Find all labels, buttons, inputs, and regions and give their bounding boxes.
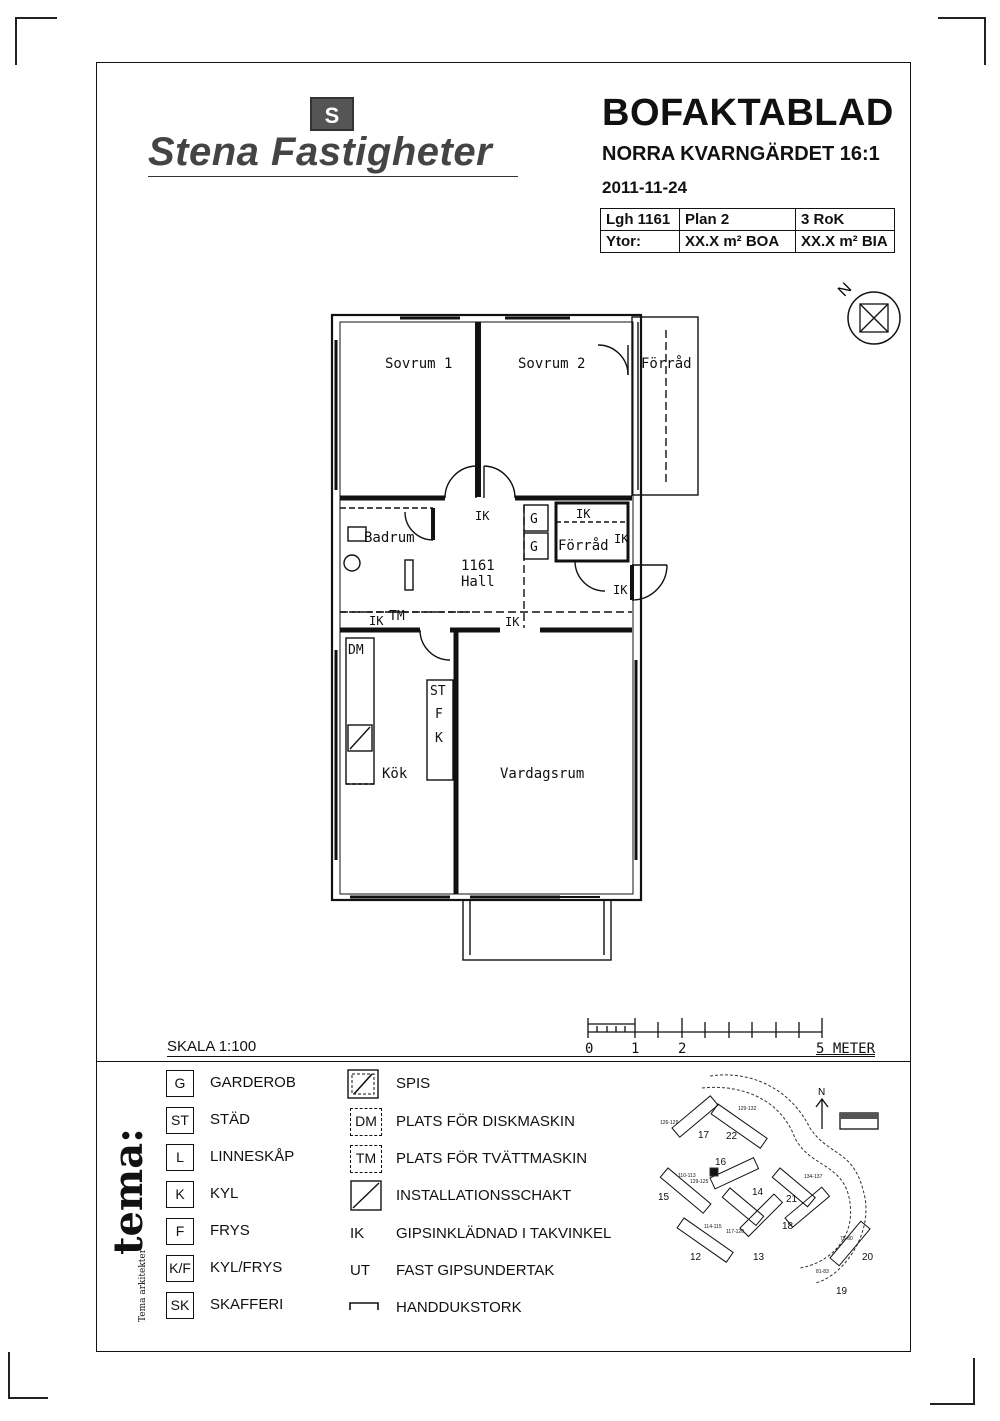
mark-ik-living: IK — [505, 615, 520, 629]
site-building-14: 14 — [752, 1187, 764, 1198]
legend-code-f: F — [166, 1218, 194, 1245]
legend-code-ut: UT — [350, 1262, 370, 1279]
legend-text-tvattmaskin: PLATS FÖR TVÄTTMASKIN — [396, 1150, 588, 1167]
architect-name: Tema arkitekter — [138, 1248, 148, 1322]
legend-text-gipsinkladnad: GIPSINKLÄDNAD I TAKVINKEL — [396, 1225, 612, 1242]
balcony-outline — [463, 900, 611, 960]
site-building-15: 15 — [658, 1192, 670, 1203]
info-rooms: 3 RoK — [796, 209, 895, 231]
scale-underline — [167, 1056, 875, 1057]
site-label-129-132: 129-132 — [738, 1106, 757, 1112]
mark-g-2: G — [530, 540, 538, 555]
room-label-badrum: Badrum — [364, 530, 415, 546]
scale-bar — [580, 1012, 840, 1042]
mark-ik-entrance: IK — [613, 583, 628, 597]
scale-label: SKALA 1:100 — [167, 1038, 257, 1055]
site-north-arrow-icon — [810, 1085, 890, 1135]
legend-text-linneskap: LINNESKÅP — [210, 1148, 295, 1165]
scale-tick-1: 1 — [631, 1041, 640, 1057]
architect-logo: tema: — [105, 1128, 152, 1255]
legend-code-tm: TM — [350, 1145, 382, 1173]
installationsschakt-icon — [350, 1180, 384, 1212]
site-label-117-120: 117-120 — [726, 1229, 744, 1235]
legend-text-gipsundertak: FAST GIPSUNDERTAK — [396, 1262, 555, 1279]
legend-code-dm: DM — [350, 1108, 382, 1136]
room-label-forrad-hall: Förråd — [558, 538, 609, 554]
legend-text-kylfrys: KYL/FRYS — [210, 1259, 283, 1276]
legend-text-garderob: GARDEROB — [210, 1074, 296, 1091]
mark-ik-bath: IK — [369, 614, 384, 628]
document-title: BOFAKTABLAD — [602, 92, 894, 134]
site-building-16: 16 — [715, 1157, 727, 1168]
legend-text-handdukstork: HANDDUKSTORK — [396, 1299, 522, 1316]
site-label-81-83: 81-83 — [816, 1269, 829, 1275]
site-label-134-137: 134-137 — [804, 1174, 823, 1180]
site-building-22: 22 — [726, 1131, 738, 1142]
handdukstork-icon — [348, 1300, 382, 1312]
mark-g-1: G — [530, 512, 538, 527]
info-plan: Plan 2 — [680, 209, 796, 231]
stena-logo-icon: S — [310, 97, 354, 131]
outer-wall — [332, 315, 641, 900]
site-label-114-115: 114-115 — [704, 1224, 722, 1230]
legend-text-diskmaskin: PLATS FÖR DISKMASKIN — [396, 1113, 575, 1130]
site-label-110-113: 110-113 — [678, 1173, 696, 1179]
spis-icon — [346, 1068, 382, 1100]
room-label-hall-number: 1161 — [461, 558, 495, 574]
info-bia: XX.X m² BIA — [796, 231, 895, 253]
legend-text-installationsschakt: INSTALLATIONSSCHAKT — [396, 1187, 572, 1204]
site-building-20: 20 — [862, 1252, 874, 1263]
room-label-hall: Hall — [461, 574, 495, 590]
scale-tick-0: 0 — [585, 1041, 594, 1057]
mark-k: K — [435, 731, 443, 746]
site-building-17: 17 — [698, 1130, 710, 1141]
room-label-sovrum2: Sovrum 2 — [518, 356, 586, 372]
site-building-18: 18 — [782, 1221, 794, 1232]
site-building-19: 19 — [836, 1286, 848, 1297]
company-name: Stena Fastigheter — [148, 130, 493, 174]
document-date: 2011-11-24 — [602, 178, 688, 197]
legend-text-stad: STÄD — [210, 1111, 251, 1128]
room-label-forrad-balcony: Förråd — [641, 356, 692, 372]
scale-tick-5-meter: 5 METER — [816, 1041, 876, 1057]
legend-code-st: ST — [166, 1107, 194, 1134]
compass-north-label: N — [835, 279, 856, 301]
site-building-21: 21 — [786, 1194, 798, 1205]
mark-f: F — [435, 707, 443, 722]
mark-ik-forrad-side: IK — [614, 532, 629, 546]
site-label-129-125: 129-125 — [690, 1179, 709, 1185]
mark-ik-forrad: IK — [576, 507, 591, 521]
site-building-12: 12 — [690, 1252, 702, 1263]
site-label-78-80: 78-80 — [840, 1236, 853, 1242]
info-boa: XX.X m² BOA — [680, 231, 796, 253]
legend-text-frys: FRYS — [210, 1222, 250, 1239]
legend-code-g: G — [166, 1070, 194, 1097]
legend-code-kf: K/F — [166, 1255, 194, 1282]
room-label-kok: Kök — [382, 766, 408, 782]
legend-text-kyl: KYL — [210, 1185, 239, 1202]
legend-text-spis: SPIS — [396, 1075, 431, 1092]
mark-dm: DM — [348, 643, 364, 658]
site-building-13: 13 — [753, 1252, 765, 1263]
document-subtitle: NORRA KVARNGÄRDET 16:1 — [602, 143, 880, 165]
mark-st: ST — [430, 684, 446, 699]
mark-ik-hall: IK — [475, 509, 490, 523]
legend-code-l: L — [166, 1144, 194, 1171]
legend-code-ik: IK — [350, 1225, 365, 1242]
site-north-label: N — [818, 1087, 826, 1098]
room-label-sovrum1: Sovrum 1 — [385, 356, 453, 372]
info-lgh: Lgh 1161 — [601, 209, 680, 231]
scale-tick-2: 2 — [678, 1041, 687, 1057]
legend-divider — [97, 1061, 910, 1062]
legend-code-k: K — [166, 1181, 194, 1208]
site-label-126-129: 126-129 — [660, 1120, 679, 1126]
mark-tm: TM — [389, 609, 405, 624]
legend-code-sk: SK — [166, 1292, 194, 1319]
legend-text-skafferi: SKAFFERI — [210, 1296, 284, 1313]
room-label-vardagsrum: Vardagsrum — [500, 766, 585, 782]
info-ytor-label: Ytor: — [601, 231, 680, 253]
